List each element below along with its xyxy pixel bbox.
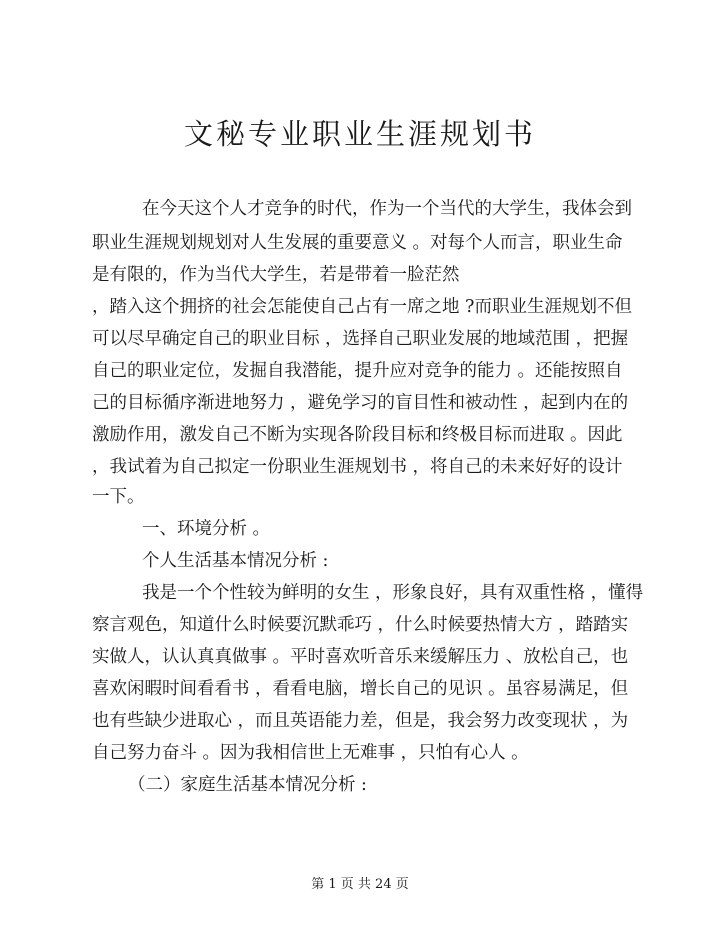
subsection-heading: （二）家庭生活基本情况分析 : [128, 775, 367, 795]
paragraph-line: 可以尽早确定自己的职业目标 ，选择自己职业发展的地域范围 ，把握 [92, 329, 629, 349]
paragraph-line: 自己的职业定位，发掘自我潜能，提升应对竞争的能力 。还能按照自 [92, 361, 623, 381]
paragraph-line: ，踏入这个拥挤的社会怎能使自己占有一席之地 ?而职业生涯规划不但 [92, 297, 632, 317]
paragraph-line: 也有些缺少进取心 ，而且英语能力差，但是，我会努力改变现状 ，为 [92, 711, 629, 731]
paragraph-line: 是有限的，作为当代大学生，若是带着一脸茫然 [92, 265, 460, 285]
paragraph-line: 激励作用，激发自己不断为实现各阶段目标和终极目标而进取 。因此 [92, 425, 623, 445]
document-title: 文秘专业职业生涯规划书 [183, 117, 536, 151]
paragraph-line: 实做人，认认真真做事 。平时喜欢听音乐来缓解压力 、放松自己，也 [92, 647, 629, 667]
page-number-footer: 第 1 页 共 24 页 [311, 877, 409, 892]
paragraph-line: ，我试着为自己拟定一份职业生涯规划书 ，将自己的未来好好的设计 [92, 457, 623, 477]
subsection-heading: 个人生活基本情况分析 : [142, 551, 329, 571]
paragraph-line: 喜欢闲暇时间看看书 ，看看电脑，增长自己的见识 。虽容易满足，但 [92, 679, 629, 699]
paragraph-line: 己的目标循序渐进地努力 ，避免学习的盲目性和被动性 ，起到内在的 [92, 393, 629, 413]
paragraph-line: 察言观色，知道什么时候要沉默乖巧 ，什么时候要热情大方 ，踏踏实 [92, 615, 629, 635]
paragraph-line: 我是一个个性较为鲜明的女生 ，形象良好，具有双重性格 ，懂得 [142, 583, 644, 603]
paragraph-line: 职业生涯规划规划对人生发展的重要意义 。对每个人而言，职业生命 [92, 233, 623, 253]
paragraph-line: 一下。 [92, 487, 145, 507]
paragraph-line: 自己努力奋斗 。因为我相信世上无难事 ，只怕有心人 。 [92, 743, 529, 763]
section-heading: 一、环境分析 。 [142, 519, 271, 539]
paragraph-line: 在今天这个人才竞争的时代，作为一个当代的大学生，我体会到 [142, 199, 632, 219]
